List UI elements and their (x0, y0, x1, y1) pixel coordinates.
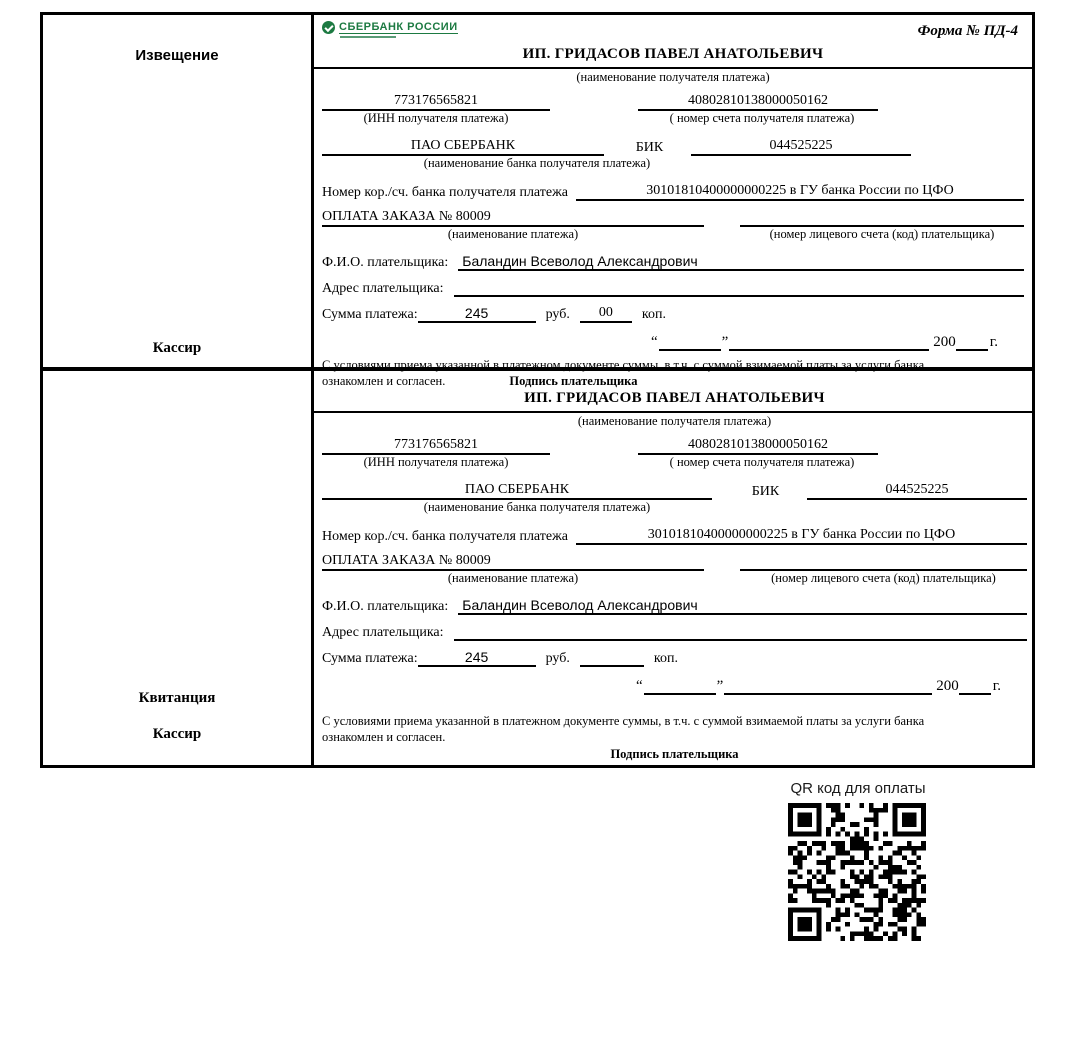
date-day-field (644, 693, 716, 695)
qr-caption: QR код для оплаты (790, 780, 926, 797)
payer-address-label: Адрес плательщика: (322, 625, 444, 640)
payee-name: ИП. ГРИДАСОВ ПАВЕЛ АНАТОЛЬЕВИЧ (524, 390, 825, 406)
payment-form-pd4 (40, 12, 1035, 768)
date-month-field (729, 349, 929, 351)
bank-name-value: ПАО СБЕРБАНК (322, 482, 712, 500)
corr-account-label: Номер кор./сч. банка получателя платежа (322, 529, 568, 544)
agreement-text: С условиями приема указанной в платежном документе суммы, в т.ч. с суммой взимаемой платы за услуги банка ознакомлен и согласен. (322, 714, 925, 744)
date-year-suffix: г. (989, 334, 998, 350)
bik-label: БИК (635, 140, 664, 155)
cashier-label: Кассир (152, 726, 202, 742)
amount-rub-value: 245 (418, 649, 536, 667)
signature-label: Подпись плательщика (509, 374, 638, 388)
qr-block (788, 780, 928, 941)
date-year-prefix: 200 (933, 334, 956, 350)
payer-address-field (454, 639, 1027, 641)
payee-inn-value: 773176565821 (322, 93, 550, 111)
signature-label: Подпись плательщика (610, 747, 739, 761)
payer-name-value: Баландин Всеволод Александрович (458, 253, 1024, 271)
date-year-field (959, 693, 991, 695)
corr-account-label: Номер кор./сч. банка получателя платежа (322, 185, 568, 200)
corr-account-value: 30101810400000000225 в ГУ банка России по ЦФО (576, 183, 1024, 201)
payer-name-label: Ф.И.О. плательщика: (322, 255, 449, 270)
personal-account-caption: (номер лицевого счета (код) плательщика) (771, 571, 996, 585)
payee-account-value: 40802810138000050162 (638, 93, 878, 111)
date-year-field (956, 349, 988, 351)
agreement-text-body: С условиями приема указанной в платежном документе суммы, в т.ч. с суммой взимаемой платы за услуги банка ознакомлен и согласен. (322, 358, 925, 388)
purpose-caption: (наименование платежа) (447, 227, 579, 241)
bank-name-value: ПАО СБЕРБАНК (322, 138, 604, 156)
amount-rub-value: 245 (418, 305, 536, 323)
date-line (322, 667, 1027, 695)
quote-close: ” (716, 678, 724, 694)
bank-caption: (наименование банка получателя платежа) (423, 500, 651, 514)
sberbank-logo-tagline (340, 36, 396, 38)
payee-name-caption: (наименование получателя платежа) (577, 414, 772, 428)
corr-account-value: 30101810400000000225 в ГУ банка России по ЦФО (576, 527, 1027, 545)
receipt-label: Квитанция (138, 690, 216, 706)
payee-name: ИП. ГРИДАСОВ ПАВЕЛ АНАТОЛЬЕВИЧ (522, 46, 824, 62)
payer-address-field (454, 295, 1024, 297)
receipt-section (43, 371, 1032, 765)
payer-name-value: Баландин Всеволод Александрович (458, 597, 1027, 615)
payer-address-label: Адрес плательщика: (322, 281, 444, 296)
rub-label: руб. (545, 307, 570, 322)
notice-label: Извещение (135, 47, 219, 64)
quote-open: “ (635, 678, 643, 694)
receipt-content (314, 371, 1035, 765)
payee-account-value: 40802810138000050162 (638, 437, 878, 455)
account-caption: ( номер счета получателя платежа) (669, 111, 855, 125)
bik-value: 044525225 (691, 138, 911, 156)
date-year-suffix: г. (992, 678, 1001, 694)
quote-open: “ (650, 334, 658, 350)
sberbank-logo-text: СБЕРБАНК РОССИИ (339, 21, 458, 33)
rub-label: руб. (545, 651, 570, 666)
date-year-prefix: 200 (936, 678, 959, 694)
qr-code (788, 803, 926, 941)
sberbank-logo-icon (322, 21, 335, 34)
form-number-label: Форма № ПД-4 (917, 23, 1018, 39)
payment-purpose-value: ОПЛАТА ЗАКАЗА № 80009 (322, 553, 704, 571)
date-month-field (724, 693, 932, 695)
amount-label: Сумма платежа: (322, 307, 418, 322)
date-line (322, 323, 1024, 351)
account-caption: ( номер счета получателя платежа) (669, 455, 855, 469)
quote-close: ” (721, 334, 729, 350)
payee-name-caption: (наименование получателя платежа) (576, 70, 770, 84)
amount-kop-value (580, 665, 644, 667)
notice-section (43, 15, 1032, 388)
payer-name-label: Ф.И.О. плательщика: (322, 599, 449, 614)
payment-purpose-value: ОПЛАТА ЗАКАЗА № 80009 (322, 209, 704, 227)
amount-kop-value: 00 (580, 305, 632, 323)
kop-label: коп. (641, 307, 666, 322)
receipt-stub-column (43, 371, 314, 765)
bank-caption: (наименование банка получателя платежа) (423, 156, 651, 170)
bik-label: БИК (751, 484, 780, 499)
sberbank-logo (322, 21, 458, 38)
bik-value: 044525225 (807, 482, 1027, 500)
date-day-field (659, 349, 721, 351)
kop-label: коп. (653, 651, 678, 666)
amount-label: Сумма платежа: (322, 651, 418, 666)
inn-caption: (ИНН получателя платежа) (363, 455, 509, 469)
inn-caption: (ИНН получателя платежа) (363, 111, 509, 125)
cashier-label: Кассир (152, 340, 202, 356)
personal-account-caption: (номер лицевого счета (код) плательщика) (769, 227, 995, 241)
payee-inn-value: 773176565821 (322, 437, 550, 455)
purpose-caption: (наименование платежа) (447, 571, 579, 585)
notice-content (314, 15, 1032, 388)
notice-stub-column (43, 15, 314, 367)
